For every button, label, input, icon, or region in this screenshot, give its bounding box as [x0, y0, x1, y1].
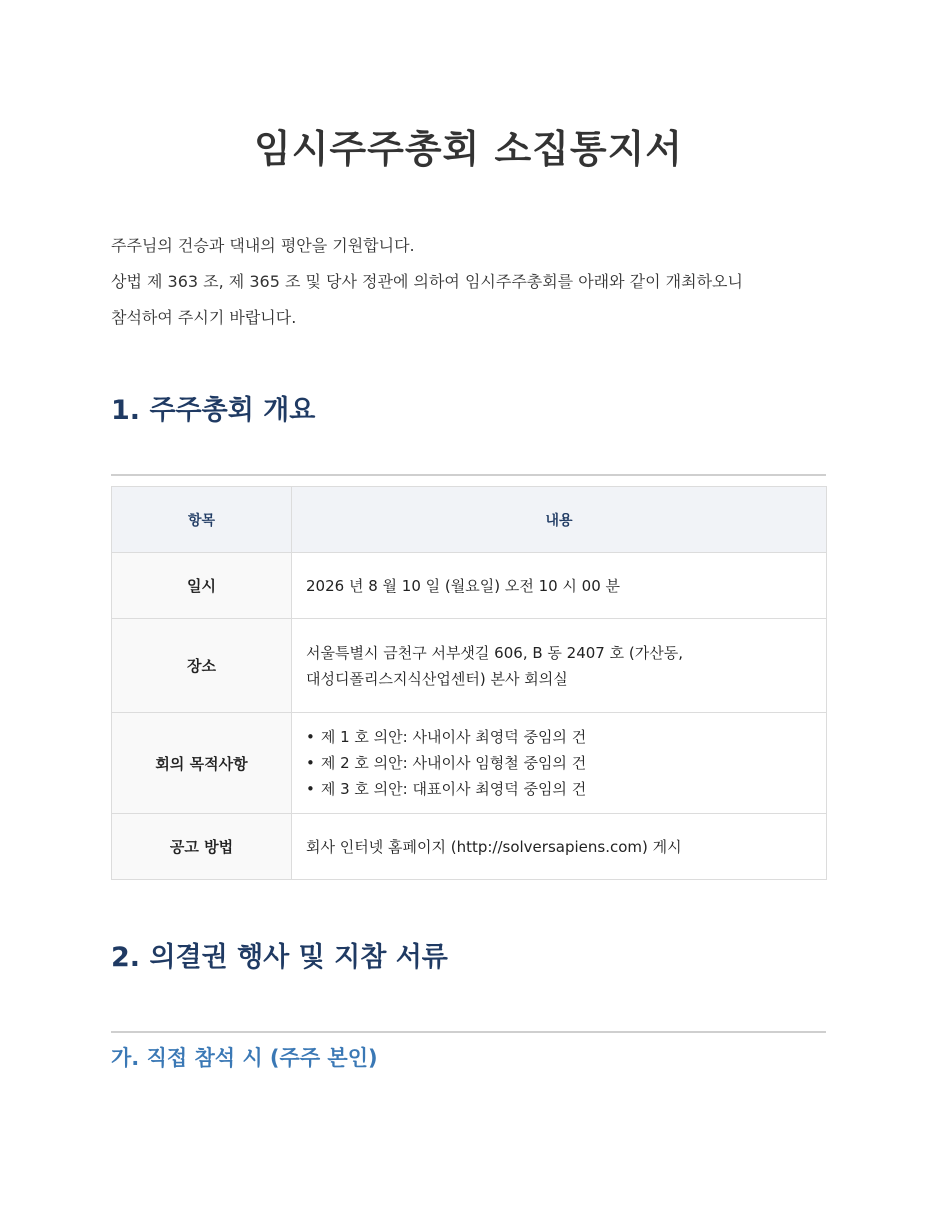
column-header-content: 내용 — [292, 487, 827, 553]
table-row-date — [112, 553, 827, 619]
row-label: 회의 목적사항 — [112, 713, 292, 814]
document-title: 임시주주총회 소집통지서 — [253, 127, 684, 171]
intro-line: 참석하여 주시기 바랍니다. — [111, 308, 297, 327]
intro-line: 상법 제 363 조, 제 365 조 및 당사 정관에 의하여 임시주주총회를 아래와 같이 개최하오니 — [111, 272, 743, 291]
row-label: 장소 — [112, 619, 292, 713]
overview-table — [111, 486, 827, 880]
row-label: 공고 방법 — [112, 814, 292, 880]
row-label: 일시 — [112, 553, 292, 619]
place-line: 서울특별시 금천구 서부샛길 606, B 동 2407 호 (가산동, — [306, 643, 683, 662]
agenda-list — [306, 724, 812, 802]
subsection-heading-direct-attendance: 가. 직접 참석 시 (주주 본인) — [111, 1046, 378, 1070]
row-value-agenda — [292, 713, 827, 814]
table-row-agenda — [112, 713, 827, 814]
table-row-place — [112, 619, 827, 713]
section-heading-voting: 2. 의결권 행사 및 지참 서류 — [111, 942, 448, 973]
row-value-notice-method: 회사 인터넷 홈페이지 (http://solversapiens.com) 게시 — [292, 814, 827, 880]
intro-paragraph — [111, 228, 826, 336]
row-value-date: 2026 년 8 월 10 일 (월요일) 오전 10 시 00 분 — [292, 553, 827, 619]
intro-line: 주주님의 건승과 댁내의 평안을 기원합니다. — [111, 236, 415, 255]
column-header-item: 항목 — [112, 487, 292, 553]
agenda-item: • 제 1 호 의안: 사내이사 최영덕 중임의 건 — [306, 724, 812, 750]
place-line: 대성디폴리스지식산업센터) 본사 회의실 — [306, 669, 568, 688]
section-heading-overview: 1. 주주총회 개요 — [111, 395, 316, 426]
table-header-row — [112, 487, 827, 553]
section-divider — [111, 474, 826, 476]
agenda-item: • 제 2 호 의안: 사내이사 임형철 중임의 건 — [306, 750, 812, 776]
table-row-notice-method — [112, 814, 827, 880]
section-divider — [111, 1031, 826, 1033]
row-value-place — [292, 619, 827, 713]
agenda-item: • 제 3 호 의안: 대표이사 최영덕 중임의 건 — [306, 776, 812, 802]
